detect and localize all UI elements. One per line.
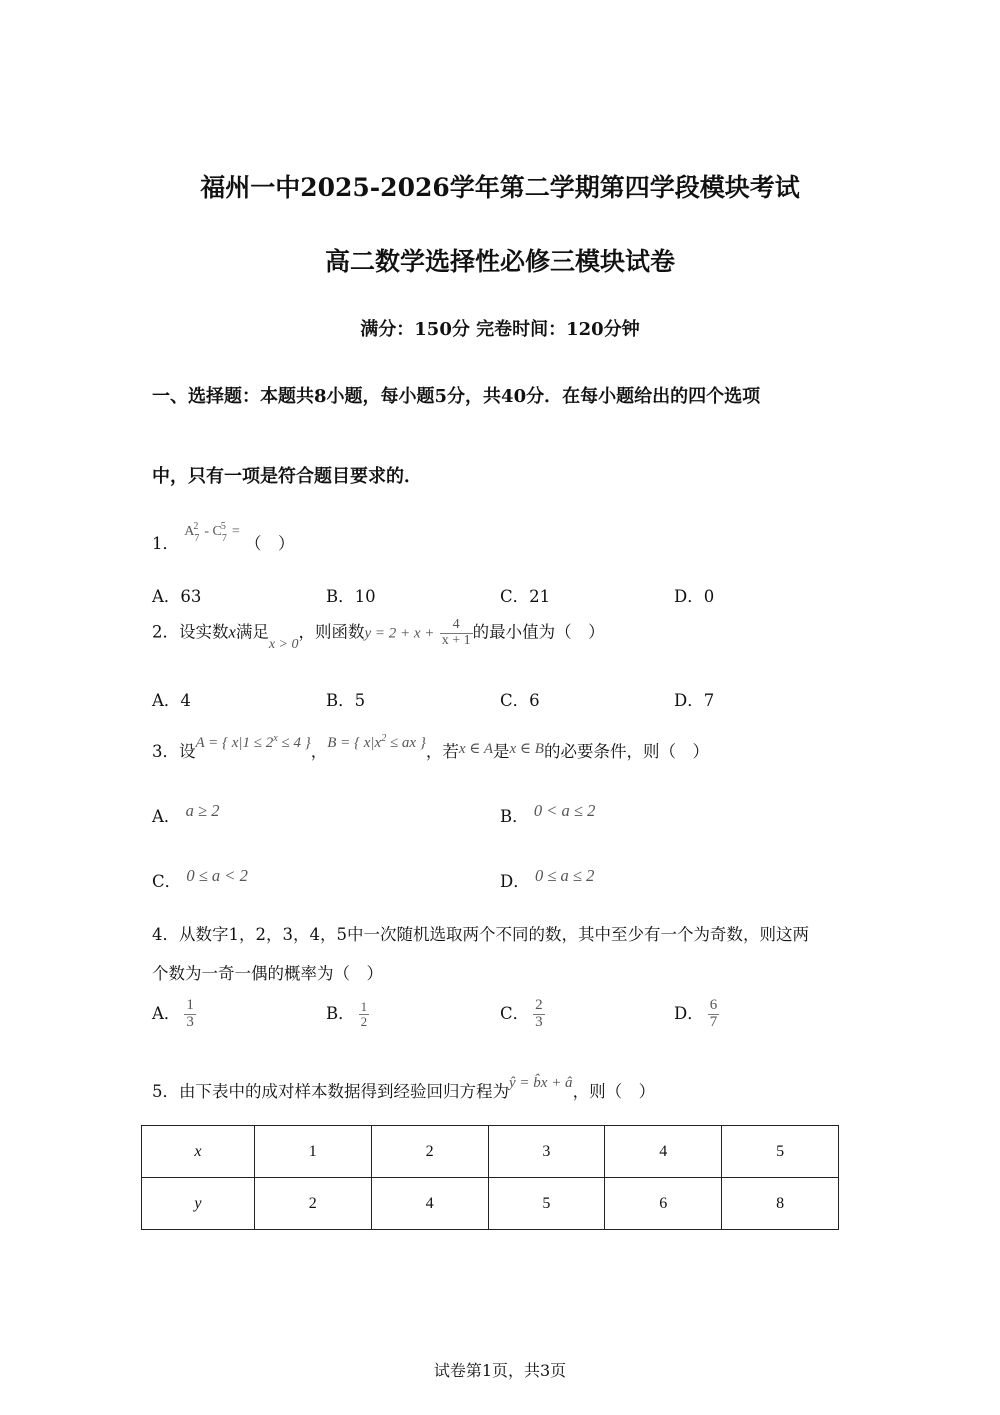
question-4-line2: 个数为一奇一偶的概率为（ ） xyxy=(152,964,383,983)
table-cell: x xyxy=(142,1126,255,1178)
answer-paren: （ ） xyxy=(245,534,295,553)
q2-text-2: 满足 xyxy=(235,622,269,642)
q3-comma: ， xyxy=(310,742,328,761)
q1-option-a: A．63 xyxy=(152,587,202,606)
q2-text-4: 的最小值为（ ） xyxy=(472,622,605,642)
q5-text-2: ，则（ ） xyxy=(572,1082,656,1101)
q4-option-b: B． $\frac{1}{2}$ xyxy=(326,999,368,1029)
q2-text-3: ，则函数 xyxy=(298,622,365,642)
q4-option-c: C． $\frac{2}{3}$ xyxy=(500,997,543,1030)
q4-option-d: D． $\frac{6}{7}$ xyxy=(674,997,718,1030)
q2-fraction-denominator: x + 1 xyxy=(441,632,471,648)
table-row xyxy=(142,1126,839,1178)
q3-option-b: B． 0 < a ≤ 2 xyxy=(500,801,596,826)
q3-option-a: A． a ≥ 2 xyxy=(152,801,220,826)
table-cell: 1 xyxy=(254,1126,371,1178)
q3-condition-2: x ∈ B xyxy=(509,741,544,757)
q1-expression: A72 - C75 = xyxy=(184,521,240,544)
table-cell: 5 xyxy=(488,1178,605,1230)
q3-set-b: B = { $x|x^2$ ≤ ax } xyxy=(327,733,426,751)
section-heading-line1: 一、选择题：本题共8小题，每小题5分，共40分．在每小题给出的四个选项 xyxy=(152,386,761,407)
q1-option-b: B．10 xyxy=(326,587,376,606)
q2-fraction-numerator: 4 xyxy=(440,618,473,634)
table-cell: 8 xyxy=(722,1178,839,1230)
q2-fraction xyxy=(440,618,473,648)
exam-title: 福州一中2025-2026学年第二学期第四学段模块考试 xyxy=(200,173,800,202)
table-row xyxy=(142,1178,839,1230)
q3-text-4: 的必要条件，则（ ） xyxy=(543,742,709,761)
q1-option-c: C．21 xyxy=(500,587,551,606)
exam-info: 满分：150分 完卷时间：120分钟 xyxy=(360,319,640,340)
q5-regression-equation: ŷ = b̂x + â xyxy=(509,1075,573,1091)
question-1 xyxy=(152,521,295,556)
table-cell: 2 xyxy=(254,1178,371,1230)
q2-option-a: A．4 xyxy=(152,691,191,710)
q2-option-c: C．6 xyxy=(500,691,540,710)
table-cell: 5 xyxy=(722,1126,839,1178)
table-cell: 4 xyxy=(605,1126,722,1178)
sample-data-table xyxy=(141,1125,839,1230)
q5-text: 5．由下表中的成对样本数据得到经验回归方程为 xyxy=(152,1082,509,1101)
question-5 xyxy=(152,1075,656,1102)
q2-var: x xyxy=(228,622,236,642)
q3-text-3: 是 xyxy=(493,742,510,761)
question-3 xyxy=(152,733,709,762)
q4-option-a: A． $\frac{1}{3}$ xyxy=(152,997,194,1030)
q3-set-a: A = { $x|1 \le 2^x \le 4$ } xyxy=(195,733,311,751)
page-footer: 试卷第1页，共3页 xyxy=(433,1361,567,1380)
q3-option-d: D． 0 ≤ a ≤ 2 xyxy=(500,866,595,891)
q2-condition: x > 0 xyxy=(268,636,299,652)
q2-text: 2．设实数 xyxy=(152,622,229,642)
q3-condition-1: x ∈ A xyxy=(458,741,493,757)
table-cell: 6 xyxy=(605,1178,722,1230)
q3-text-2: ，若 xyxy=(425,742,459,761)
table-cell: 2 xyxy=(371,1126,488,1178)
q2-option-b: B．5 xyxy=(326,691,366,710)
q2-function: y = 2 + x + xyxy=(364,625,435,642)
table-cell: y xyxy=(142,1178,255,1230)
table-cell: 4 xyxy=(371,1178,488,1230)
exam-subtitle: 高二数学选择性必修三模块试卷 xyxy=(324,247,675,276)
q3-option-c: C． 0 ≤ a < 2 xyxy=(152,866,248,891)
section-heading-line2: 中，只有一项是符合题目要求的． xyxy=(152,466,422,487)
question-4-line1: 4．从数字1，2，3，4，5中一次随机选取两个不同的数，其中至少有一个为奇数，则这两 xyxy=(152,925,809,944)
q3-text: 3．设 xyxy=(152,742,196,761)
question-2 xyxy=(152,617,605,652)
q2-option-d: D．7 xyxy=(674,691,715,710)
table-cell: 3 xyxy=(488,1126,605,1178)
q1-option-d: D．0 xyxy=(674,587,715,606)
question-number: 1． xyxy=(152,534,179,553)
